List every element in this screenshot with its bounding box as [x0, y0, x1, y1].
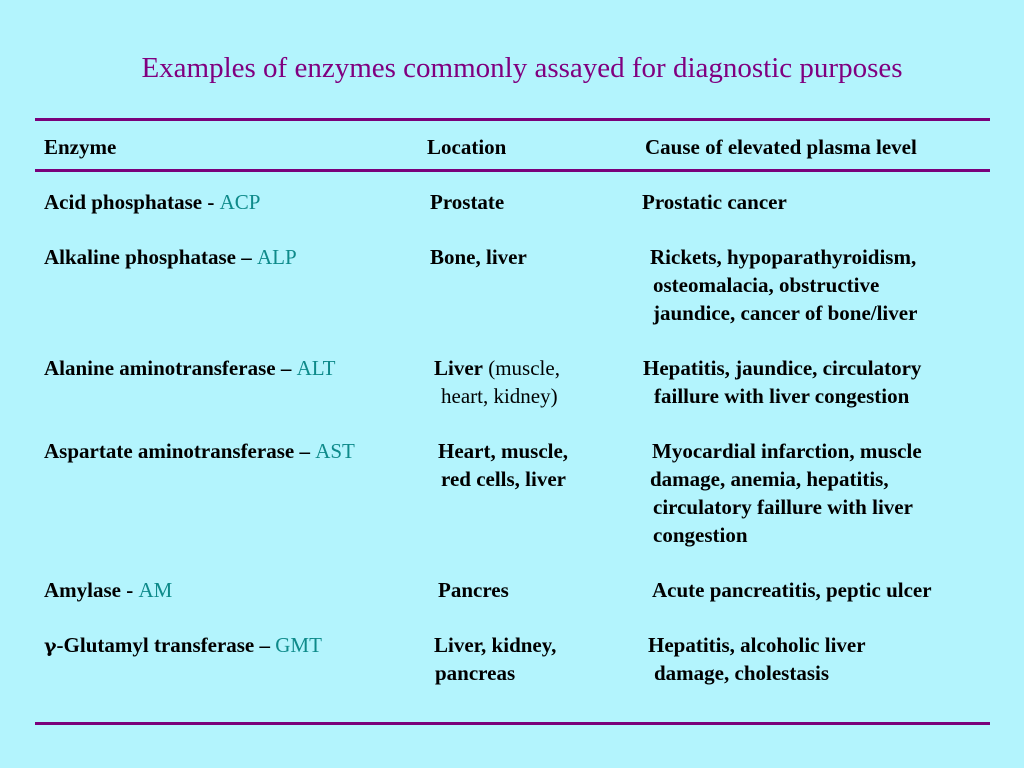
table-row-location [434, 354, 560, 382]
location-secondary: heart, kidney) [441, 384, 558, 408]
bottom-divider [35, 722, 990, 725]
enzyme-abbreviation: GMT [275, 633, 322, 657]
table-row-cause: circulatory faillure with liver [653, 495, 913, 519]
table-row-location: Bone, liver [430, 245, 527, 269]
enzyme-name: -Glutamyl transferase – [56, 633, 276, 657]
table-row-cause: jaundice, cancer of bone/liver [653, 301, 918, 325]
enzyme-name: Alkaline phosphatase – [44, 245, 257, 269]
table-row-enzyme [44, 243, 297, 271]
table-row-cause: osteomalacia, obstructive [653, 273, 880, 297]
enzyme-abbreviation: AM [138, 578, 173, 602]
table-row-enzyme [44, 188, 260, 216]
table-row-cause: faillure with liver congestion [654, 384, 910, 408]
table-row-cause: Rickets, hypoparathyroidism, [650, 245, 917, 269]
enzyme-name: Amylase - [44, 578, 139, 602]
header-divider [35, 169, 990, 172]
table-row-location: pancreas [435, 661, 516, 685]
table-row-location: Prostate [430, 190, 505, 214]
enzyme-abbreviation: ALT [296, 356, 336, 380]
table-row-location [441, 382, 558, 410]
enzyme-abbreviation: AST [315, 439, 355, 463]
table-row-cause: Hepatitis, alcoholic liver [648, 633, 866, 657]
location-secondary: (muscle, [482, 356, 560, 380]
table-row-location: Pancres [438, 578, 509, 602]
gamma-symbol: γ [44, 635, 57, 657]
slide-title: Examples of enzymes commonly assayed for diagnostic purposes [141, 52, 903, 84]
top-divider [35, 118, 990, 121]
location-primary: Liver [434, 356, 483, 380]
enzyme-abbreviation: ALP [256, 245, 297, 269]
table-row-cause: Prostatic cancer [642, 190, 787, 214]
table-row-location: Heart, muscle, [438, 439, 569, 463]
table-row-enzyme [44, 354, 335, 382]
table-row-cause: damage, anemia, hepatitis, [650, 467, 889, 491]
table-row-location: red cells, liver [441, 467, 566, 491]
enzyme-name: Acid phosphatase - [44, 190, 220, 214]
enzyme-name: Alanine aminotransferase – [44, 356, 297, 380]
enzyme-abbreviation: ACP [219, 190, 261, 214]
table-row-enzyme [44, 631, 322, 660]
table-row-cause: Hepatitis, jaundice, circulatory [643, 356, 922, 380]
table-row-cause: congestion [653, 523, 748, 547]
table-row-enzyme [44, 576, 172, 604]
table-row-cause: Myocardial infarction, muscle [652, 439, 922, 463]
table-row-cause: Acute pancreatitis, peptic ulcer [652, 578, 932, 602]
header-location: Location [427, 135, 507, 159]
table-row-cause: damage, cholestasis [654, 661, 829, 685]
table-row-location: Liver, kidney, [434, 633, 557, 657]
header-cause: Cause of elevated plasma level [645, 135, 917, 159]
table-row-enzyme [44, 437, 355, 465]
enzyme-name: Aspartate aminotransferase – [44, 439, 316, 463]
header-enzyme: Enzyme [44, 135, 117, 159]
